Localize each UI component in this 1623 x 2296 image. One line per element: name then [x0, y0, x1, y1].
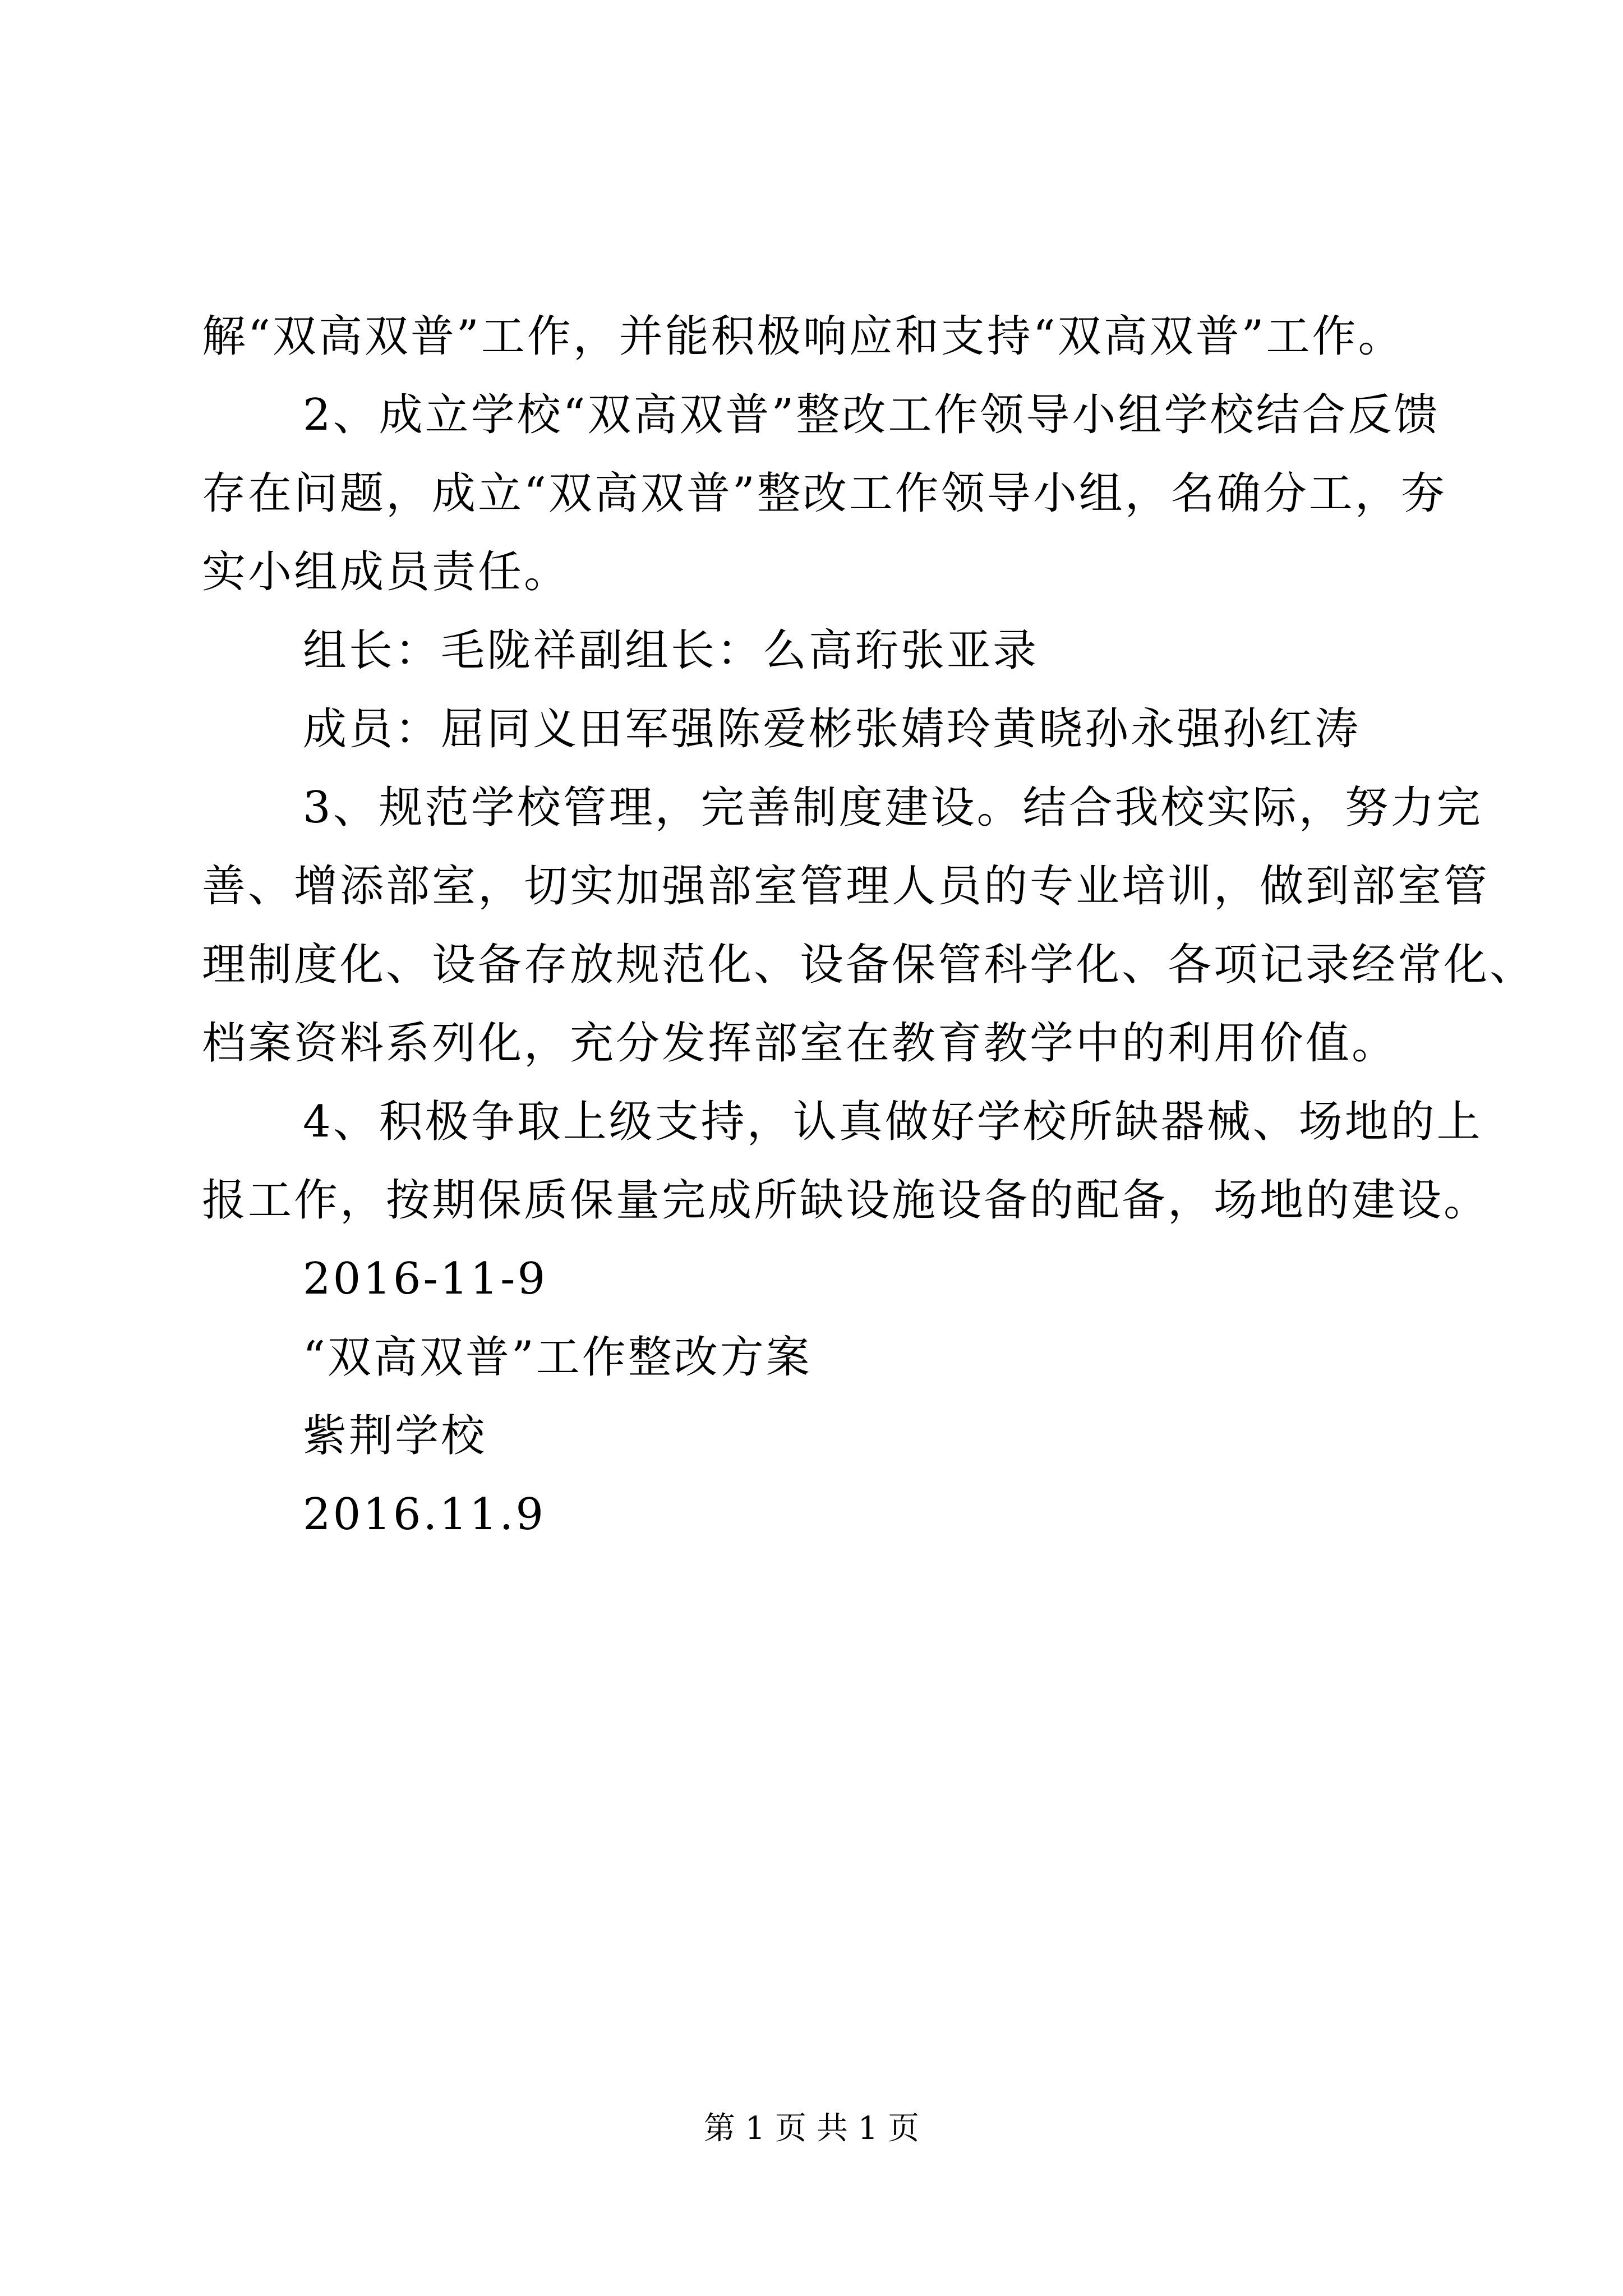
page-footer: 第 1 页 共 1 页: [703, 2110, 920, 2147]
document-title-line: “双高双普”工作整改方案: [303, 1332, 812, 1383]
paragraph-line-7: 3、规范学校管理，完善制度建设。结合我校实际，努力完: [303, 783, 1483, 833]
date-line: 2016-11-9: [303, 1254, 548, 1304]
paragraph-line-8: 善、增添部室，切实加强部室管理人员的专业培训，做到部室管: [202, 861, 1490, 912]
paragraph-line-10: 档案资料系列化，充分发挥部室在教育教学中的利用价值。: [202, 1018, 1398, 1069]
paragraph-line-1: 解“双高双普”工作，并能积极响应和支持“双高双普”工作。: [202, 311, 1404, 362]
paragraph-line-11: 4、积极争取上级支持，认真做好学校所缺器械、场地的上: [303, 1097, 1483, 1147]
signature-date-line: 2016.11.9: [303, 1489, 546, 1540]
paragraph-line-4: 实小组成员责任。: [202, 547, 570, 597]
group-members-line: 成员：屈同义田军强陈爱彬张婧玲黄晓孙永强孙红涛: [303, 704, 1361, 754]
group-leader-line: 组长：毛陇祥副组长：么高珩张亚录: [303, 625, 1039, 676]
paragraph-line-12: 报工作，按期保质保量完成所缺设施设备的配备，场地的建设。: [202, 1175, 1490, 1226]
school-name-line: 紫荆学校: [303, 1411, 487, 1461]
paragraph-line-3: 存在问题，成立“双高双普”整改工作领导小组，名确分工，夯: [202, 468, 1447, 519]
paragraph-line-2: 2、成立学校“双高双普”整改工作领导小组学校结合反馈: [303, 390, 1440, 440]
paragraph-line-9: 理制度化、设备存放规范化、设备保管科学化、各项记录经常化、: [202, 940, 1536, 990]
